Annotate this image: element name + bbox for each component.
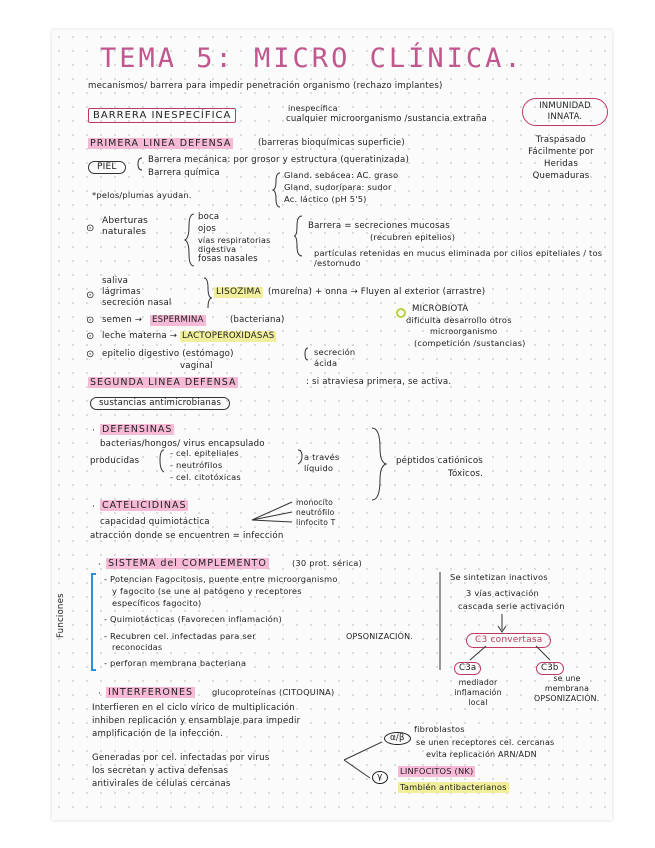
producidas-epiteliales: - cel. epiteliales bbox=[170, 448, 239, 458]
generadas-line-1: Generadas por cel. infectadas por virus bbox=[92, 753, 270, 763]
segunda-linea-heading: SEGUNDA LINEA DEFENSA bbox=[90, 377, 237, 388]
opsonizacion-1: OPSONIZACIÓN. bbox=[346, 632, 414, 641]
abertura-boca: boca bbox=[198, 212, 220, 222]
abertura-fosas: fosas nasales bbox=[198, 254, 258, 264]
primera-linea-note: (barreras bioquímicas superficie) bbox=[258, 138, 405, 148]
toxicos: Tóxicos. bbox=[448, 469, 484, 479]
pelos-note: *pelos/plumas ayudan. bbox=[92, 190, 192, 200]
piel-oval: PIEL bbox=[88, 161, 126, 174]
intro-line: mecanismos/ barrera para impedir penetración organismo (rechazo implantes) bbox=[88, 81, 443, 91]
a-traves-liquido: a través líquido bbox=[304, 452, 340, 473]
alfa-beta-circle: α/β bbox=[384, 732, 411, 745]
tambien-antibacterianos: También antibacterianos bbox=[400, 782, 507, 792]
complemento-funcion-3: - Recubren cel. infectadas para ser bbox=[104, 631, 256, 641]
piel-barrera-mecanica: Barrera mecánica: por grosor y estructura (queratinizada) bbox=[148, 155, 410, 165]
c3b-oval: C3b bbox=[536, 662, 564, 675]
inmunidad-innata-badge: INMUNIDAD INNATA. bbox=[522, 98, 608, 126]
bullet-circle-icon: ⊙ bbox=[86, 223, 95, 234]
complemento-funcion-1c: específicos fagocito) bbox=[112, 598, 202, 608]
microbiota-note-1: dificulta desarrollo otros bbox=[406, 315, 512, 325]
page-title: TEMA 5: MICRO CLÍNICA. bbox=[100, 43, 524, 74]
interferones-heading: INTERFERONES bbox=[108, 687, 193, 698]
interferones-note: glucoproteínas (CITOQUINA) bbox=[212, 687, 335, 697]
complemento-bullet: · bbox=[98, 560, 102, 570]
cat-linfocito: linfocito T bbox=[296, 518, 336, 527]
bullet-circle-icon: ⊙ bbox=[86, 315, 95, 326]
barrera-note-1: inespecífica bbox=[288, 104, 338, 113]
lisozima-highlight: LISOZIMA bbox=[216, 287, 261, 297]
complemento-funcion-4: - perforan membrana bacteriana bbox=[104, 658, 247, 668]
cascada-activacion: cascada serie activación bbox=[458, 601, 565, 611]
peptidos-cationicos: péptidos catiónicos bbox=[396, 456, 483, 466]
lisozima-note: (mureína) + onna → Fluyen al exterior (arrastre) bbox=[268, 287, 486, 297]
interferones-line-1: Interfieren en el ciclo vírico de multiplicación bbox=[92, 703, 295, 713]
linfocitos-nk: LINFOCITOS (NK) bbox=[400, 766, 474, 776]
espermina-highlight: ESPERMINA bbox=[152, 315, 204, 325]
barrera-secreciones-note: (recubren epitelios) bbox=[370, 232, 456, 242]
c3a-note: mediador inflamación local bbox=[454, 678, 502, 707]
complemento-funcion-1b: y fagocito (se une al patógeno y receptores bbox=[112, 586, 302, 596]
cat-monocito: monocito bbox=[296, 498, 334, 507]
fibroblastos-note-2: evita replicación ARN/ADN bbox=[426, 750, 537, 759]
defensinas-targets: bacterias/hongos/ virus encapsulado bbox=[100, 439, 265, 449]
piel-barrera-quimica: Barrera química bbox=[148, 168, 220, 178]
interferones-bullet: · bbox=[98, 689, 102, 699]
producidas-neutrofilos: - neutrófilos bbox=[170, 460, 223, 470]
gamma-circle: γ bbox=[372, 771, 388, 784]
interferones-line-2: inhiben replicación y ensamblaje para impedir bbox=[92, 716, 301, 726]
abertura-vias: vías respiratorias digestiva bbox=[198, 236, 271, 254]
notebook-page bbox=[52, 30, 612, 820]
c3b-note-1: se une membrana bbox=[544, 674, 590, 693]
saliva: saliva bbox=[102, 276, 129, 286]
catelicidinas-heading: CATELICIDINAS bbox=[102, 500, 187, 511]
producidas-citotoxicas: - cel. citotóxicas bbox=[170, 472, 241, 482]
lagrimas: lágrimas bbox=[102, 287, 141, 297]
aberturas-naturales: Aberturas naturales bbox=[102, 216, 149, 237]
particulas-retenidas: partículas retenidas en mucus eliminada por cilios epiteliales / tos /estornudo bbox=[314, 248, 603, 268]
atraccion-infeccion: atracción donde se encuentren = infección bbox=[90, 531, 284, 541]
vaginal: vaginal bbox=[180, 361, 213, 371]
secrecion-nasal: secreción nasal bbox=[102, 298, 172, 308]
glandula-1: Gland. sebácea: AC. graso bbox=[284, 170, 399, 180]
microbiota-note-2: microorganismo bbox=[430, 327, 498, 336]
c3b-note-2: OPSONIZACIÓN. bbox=[534, 694, 600, 703]
cat-neutrofilo: neutrófilo bbox=[296, 508, 335, 517]
capacidad-quimiotactica: capacidad quimiotáctica bbox=[100, 517, 210, 527]
complemento-heading: SISTEMA del COMPLEMENTO bbox=[108, 558, 267, 569]
abertura-ojos: ojos bbox=[198, 224, 216, 234]
brace-lines bbox=[52, 30, 612, 820]
semen: semen → bbox=[102, 315, 143, 325]
microbiota-note-3: (competición /sustancias) bbox=[414, 338, 526, 348]
espermina-note: (bacteriana) bbox=[230, 315, 285, 325]
complemento-funcion-2: - Quimiotácticas (Favorecen inflamación) bbox=[104, 614, 282, 624]
bullet-circle-icon: ⊙ bbox=[86, 290, 95, 301]
primera-linea-heading: PRIMERA LINEA DEFENSA bbox=[90, 138, 232, 149]
complemento-funcion-1: - Potencian Fagocitosis, puente entre microorganismo bbox=[104, 574, 338, 584]
complemento-note: (30 prot. sérica) bbox=[292, 558, 362, 568]
complemento-funcion-3b: reconocidas bbox=[112, 643, 163, 652]
sintetizan-inactivos: Se sintetizan inactivos bbox=[450, 572, 548, 582]
glandula-2: Gland. sudorípara: sudor bbox=[284, 182, 392, 192]
barrera-note-2: cualquier microorganismo /sustancia extraña bbox=[286, 114, 487, 124]
catelicidinas-bullet: · bbox=[92, 502, 96, 512]
bullet-circle-icon: ⊙ bbox=[86, 349, 95, 360]
traspasado-note: Traspasado Fácilmente por Heridas Quemaduras bbox=[528, 135, 594, 181]
fibroblastos-note-1: se unen receptores cel. cercanas bbox=[416, 738, 555, 747]
producidas: producidas bbox=[90, 456, 140, 466]
barrera-secreciones: Barrera = secreciones mucosas bbox=[308, 221, 450, 231]
c3a-oval: C3a bbox=[454, 662, 481, 675]
funciones-vertical-label: Funciones bbox=[56, 593, 66, 638]
microbiota: MICROBIOTA bbox=[412, 304, 469, 314]
fibroblastos: fibroblastos bbox=[414, 724, 465, 734]
tres-vias-activacion: 3 vías activación bbox=[466, 588, 539, 598]
glandula-3: Ac. láctico (pH 5'5) bbox=[284, 194, 367, 204]
sustancias-antimicrobianas-oval: sustancias antimicrobianas bbox=[90, 397, 230, 410]
bullet-circle-icon: ⊙ bbox=[86, 331, 95, 342]
leche-materna: leche materna → bbox=[102, 331, 178, 341]
lactoperoxidasas-highlight: LACTOPEROXIDASAS bbox=[182, 331, 275, 341]
secrecion-acida: secreción ácida bbox=[314, 347, 356, 368]
defensinas-bullet: · bbox=[92, 426, 96, 436]
generadas-line-2: los secretan y activa defensas bbox=[92, 766, 229, 776]
generadas-line-3: antivirales de células cercanas bbox=[92, 779, 231, 789]
c3-convertasa-oval: C3 convertasa bbox=[466, 633, 551, 648]
barrera-inespecifica-box: BARRERA INESPECÍFICA bbox=[88, 108, 236, 123]
segunda-linea-note: : si atraviesa primera, se activa. bbox=[306, 377, 452, 387]
epitelio-digestivo: epitelio digestivo (estómago) bbox=[102, 349, 234, 359]
interferones-line-3: amplificación de la infección. bbox=[92, 729, 224, 739]
defensinas-heading: DEFENSINAS bbox=[102, 424, 173, 435]
